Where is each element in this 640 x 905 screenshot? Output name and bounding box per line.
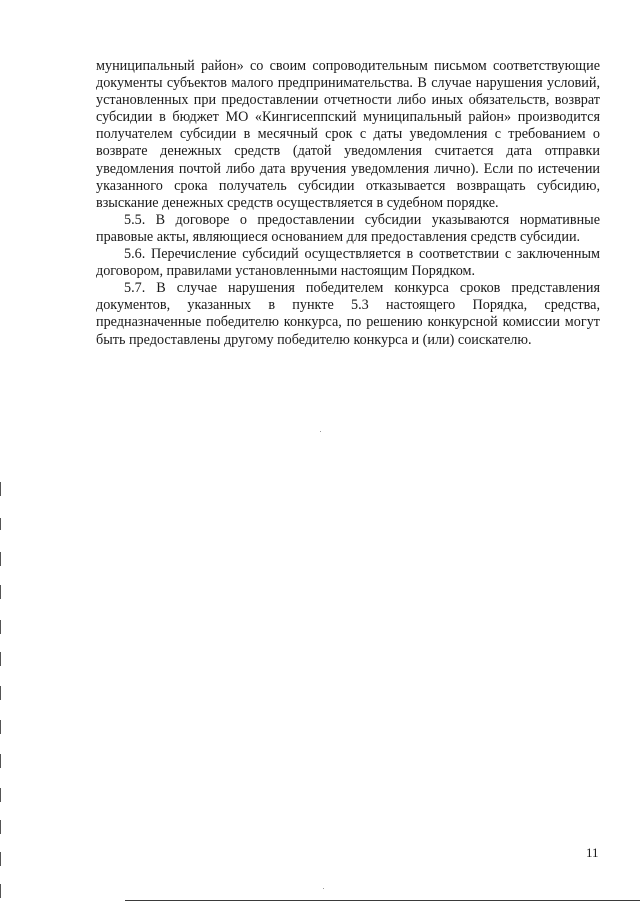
scan-edge-line	[125, 900, 640, 901]
scan-margin-mark	[0, 820, 1, 834]
paragraph-5-7: 5.7. В случае нарушения победителем конкурса сроков представления документов, указанных в пункте 5.3 настоящего Порядка, средства, предназначенные победителю конкурса, по решению конкурсной комиссии могут быть предоставлены другому победителю конкурса и (или) соискателю.	[96, 280, 600, 348]
scan-margin-mark	[0, 720, 1, 734]
scan-speck	[323, 888, 324, 889]
scan-margin-mark	[0, 482, 1, 496]
scan-margin-mark	[0, 552, 1, 566]
page-number: 11	[586, 845, 599, 860]
scan-margin-mark	[0, 652, 1, 666]
scan-margin-mark	[0, 620, 1, 634]
scan-margin-mark	[0, 518, 1, 530]
paragraph-5-5: 5.5. В договоре о предоставлении субсидии указываются нормативные правовые акты, являющиеся основанием для предоставления средств субсидии.	[96, 211, 600, 245]
scan-margin-mark	[0, 852, 1, 866]
scan-margin-mark	[0, 686, 1, 700]
scan-margin-mark	[0, 754, 1, 768]
document-body	[96, 58, 600, 349]
scan-margin-mark	[0, 585, 1, 599]
scan-margin-mark	[0, 884, 1, 898]
scan-margin-mark	[0, 788, 1, 802]
scan-speck	[320, 431, 321, 432]
paragraph-continuation: муниципальный район» со своим сопроводительным письмом соответствующие документы субъектов малого предпринимательства. В случае нарушения условий, установленных при предоставлении отчетности либо иных обязательств, возврат субсидии в бюджет МО «Кингисеппский муниципальный район» производится получателем субсидии в месячный срок с даты уведомления с требованием о возврате денежных средств (датой уведомления считается дата отправки уведомления почтой либо дата вручения уведомления лично). Если по истечении указанного срока получатель субсидии отказывается возвращать субсидию, взыскание денежных средств осуществляется в судебном порядке.	[96, 58, 600, 211]
paragraph-5-6: 5.6. Перечисление субсидий осуществляется в соответствии с заключенным договором, правилами установленными настоящим Порядком.	[96, 246, 600, 280]
